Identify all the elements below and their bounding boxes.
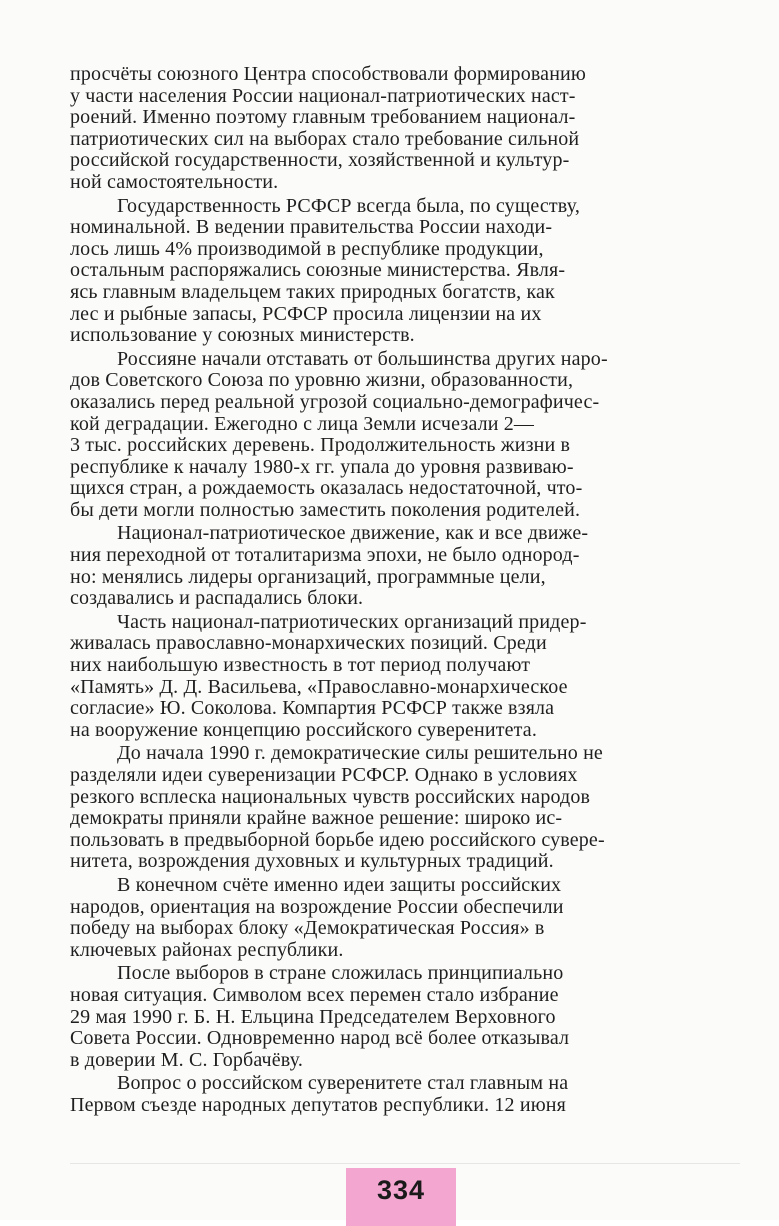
text-line: просчёты союзного Центра способствовали формированию: [70, 63, 586, 85]
text-line: Вопрос о российском суверенитете стал главным на: [117, 1072, 569, 1095]
text-line: роений. Именно поэтому главным требованием национал-: [70, 106, 576, 129]
footer-divider: [70, 1163, 740, 1164]
text-line: оказались перед реальной угрозой социально-демографичес-: [70, 390, 600, 413]
text-line: у части населения России национал-патриотических наст-: [70, 84, 576, 107]
text-line: ния переходной от тоталитаризма эпохи, не было однород-: [70, 544, 580, 567]
text-line: Государственность РСФСР всегда была, по существу,: [117, 194, 581, 217]
text-line: ключевых районах республики.: [70, 938, 344, 961]
body-text: [70, 64, 740, 1117]
text-line: дов Советского Союза по уровню жизни, образованности,: [70, 369, 574, 392]
text-line: щихся стран, а рождаемость оказалась недостаточной, что-: [70, 477, 583, 500]
text-line: демократы приняли крайне важное решение: широко ис-: [70, 807, 563, 830]
text-line: Национал-патриотическое движение, как и все движе-: [117, 522, 589, 545]
text-line: использование у союзных министерств.: [70, 324, 415, 347]
text-line: ной самостоятельности.: [70, 170, 279, 193]
text-line: ясь главным владельцем таких природных богатств, как: [70, 280, 555, 303]
text-line: кой деградации. Ежегодно с лица Земли исчезали 2—: [70, 412, 535, 435]
text-line: «Память» Д. Д. Васильева, «Православно-монархическое: [70, 675, 568, 698]
text-line: народов, ориентация на возрождение России обеспечили: [70, 895, 564, 918]
text-line: После выборов в стране сложилась принципиально: [117, 962, 564, 985]
paragraph-9: [70, 1073, 740, 1116]
text-line: российской государственности, хозяйственной и культур-: [70, 149, 570, 172]
text-line: пользовать в предвыборной борьбе идею российского сувере-: [70, 828, 605, 851]
text-line: Первом съезде народных депутатов республики. 12 июня: [70, 1093, 566, 1116]
text-line: бы дети могли полностью заместить поколения родителей.: [70, 498, 581, 521]
text-line: на вооружение концепцию российского суверенитета.: [70, 718, 537, 741]
text-line: лес и рыбные запасы, РСФСР просила лицензии на их: [70, 302, 542, 325]
text-line: Совета России. Одновременно народ всё более отказывал: [70, 1027, 570, 1050]
paragraph-3: [70, 349, 740, 522]
text-line: 3 тыс. российских деревень. Продолжительность жизни в: [70, 434, 571, 457]
text-line: До начала 1990 г. демократические силы решительно не: [117, 742, 603, 765]
text-line: новая ситуация. Символом всех перемен стало избрание: [70, 983, 559, 1006]
paragraph-6: [70, 743, 740, 873]
text-line: Часть национал-патриотических организаций придер-: [117, 610, 587, 633]
text-line: нитета, возрождения духовных и культурных традиций.: [70, 850, 554, 873]
text-line: остальным распоряжались союзные министерства. Явля-: [70, 259, 566, 282]
paragraph-8: [70, 963, 740, 1071]
text-line: резкого всплеска национальных чувств российских народов: [70, 785, 591, 808]
text-line: них наибольшую известность в тот период получают: [70, 654, 531, 677]
text-line: патриотических сил на выборах стало требование сильной: [70, 127, 580, 150]
paragraph-1: [70, 64, 740, 194]
paragraph-2: [70, 196, 740, 347]
text-line: разделяли идеи суверенизации РСФСР. Однако в условиях: [70, 764, 578, 786]
text-line: В конечном счёте именно идеи защиты российских: [117, 873, 562, 896]
text-line: Россияне начали отставать от большинства других наро-: [117, 347, 608, 370]
paragraph-7: [70, 875, 740, 961]
page-number: 334: [376, 1174, 426, 1205]
text-line: но: менялись лидеры организаций, программные цели,: [70, 565, 546, 588]
paragraph-4: [70, 523, 740, 609]
page-number-badge: [346, 1168, 456, 1226]
text-line: в доверии М. С. Горбачёву.: [70, 1048, 304, 1071]
text-line: номинальной. В ведении правительства России находи-: [70, 216, 553, 239]
text-line: живалась православно-монархических позиций. Среди: [70, 632, 547, 655]
text-line: 29 мая 1990 г. Б. Н. Ельцина Председателем Верховного: [70, 1005, 556, 1028]
text-line: лось лишь 4% производимой в республике продукции,: [70, 237, 544, 260]
text-line: согласие» Ю. Соколова. Компартия РСФСР также взяла: [70, 697, 555, 720]
text-line: создавались и распадались блоки.: [70, 587, 364, 610]
text-line: победу на выборах блоку «Демократическая Россия» в: [70, 917, 545, 940]
text-line: республике к началу 1980-х гг. упала до уровня развиваю-: [70, 455, 574, 478]
paragraph-5: [70, 612, 740, 742]
